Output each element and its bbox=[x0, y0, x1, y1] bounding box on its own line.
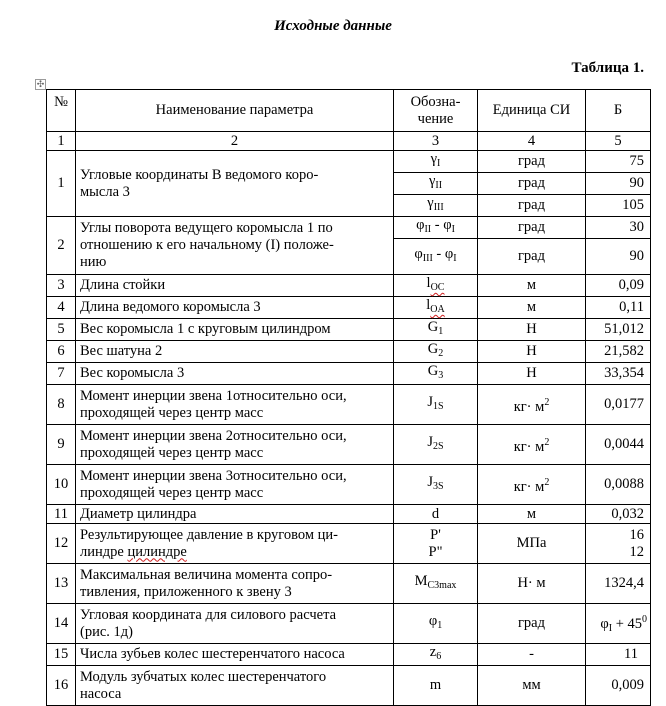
param-symbol: $\varphi_{III} - \varphi_I$ bbox=[394, 239, 478, 275]
table-subrow: $\varphi_{III} - \varphi_I$ град 90 bbox=[47, 239, 651, 275]
table-subrow: $\gamma_{III}$ град 105 bbox=[47, 195, 651, 217]
param-name: Момент инерции звена 3относительно оси, проходящей через центр масс bbox=[76, 465, 394, 505]
param-name: Результирующее давление в круговом ци- линдре цилиндре bbox=[76, 524, 394, 564]
param-name: Длина стойки bbox=[76, 275, 394, 297]
table-subrow: $\gamma_{II}$ град 90 bbox=[47, 173, 651, 195]
document-title: Исходные данные bbox=[274, 18, 392, 34]
param-name: Диаметр цилиндра bbox=[76, 505, 394, 524]
param-name: Момент инерции звена 2относительно оси, проходящей через центр масс bbox=[76, 425, 394, 465]
param-name: Угловая координата для силового расчета (рис. 1д) bbox=[76, 604, 394, 644]
table-row: 7 Вес коромысла 3 $G_3$ Н 33,354 bbox=[47, 363, 651, 385]
param-name: Вес коромысла 1 с круговым цилиндром bbox=[76, 319, 394, 341]
table-caption: Таблица 1. bbox=[571, 60, 644, 76]
param-symbol: $\varphi_{II} - \varphi_I$ bbox=[394, 217, 478, 239]
table-header-row bbox=[47, 90, 651, 132]
header-name: Наименование параметра bbox=[76, 90, 394, 132]
param-symbol: $J_{1S}$ bbox=[394, 385, 478, 425]
table-row: 16 Модуль зубчатых колес шестеренчатого насоса m мм 0,009 bbox=[47, 666, 651, 706]
header-num: № bbox=[47, 90, 76, 132]
table-move-handle-icon[interactable]: ✣ bbox=[36, 79, 45, 89]
param-symbol: m bbox=[394, 666, 478, 706]
header-symbol: Обозна- чение bbox=[394, 90, 478, 132]
column-index-row: 1 2 3 4 5 bbox=[47, 132, 651, 151]
param-symbol: $G_3$ bbox=[394, 363, 478, 385]
param-symbol: $J_{2S}$ bbox=[394, 425, 478, 465]
param-name: Длина ведомого коромысла 3 bbox=[76, 297, 394, 319]
header-value: Б bbox=[586, 90, 651, 132]
table-row: 4 Длина ведомого коромысла 3 $l_{OA}$ м 0,11 bbox=[47, 297, 651, 319]
param-name: Вес шатуна 2 bbox=[76, 341, 394, 363]
table-row: 5 Вес коромысла 1 с круговым цилиндром $G_1$ Н 51,012 bbox=[47, 319, 651, 341]
param-symbol: $\gamma_{III}$ bbox=[394, 195, 478, 217]
param-name: Углы поворота ведущего коромысла 1 по отношению к его начальному (I) положе- нию bbox=[76, 217, 394, 275]
table-row: 2 Углы поворота ведущего коромысла 1 по отношению к его начальному (I) положе- нию $\varphi_{II} - \varphi_I$ град 30 bbox=[47, 217, 651, 239]
param-name: Модуль зубчатых колес шестеренчатого насоса bbox=[76, 666, 394, 706]
table-row: 6 Вес шатуна 2 $G_2$ Н 21,582 bbox=[47, 341, 651, 363]
table-row: 3 Длина стойки $l_{OC}$ м 0,09 bbox=[47, 275, 651, 297]
param-symbol: d bbox=[394, 505, 478, 524]
table-row: 15 Числа зубьев колес шестеренчатого насоса $z_6$ - 11 bbox=[47, 644, 651, 666]
table-row: 11 Диаметр цилиндра d м 0,032 bbox=[47, 505, 651, 524]
param-name: Вес коромысла 3 bbox=[76, 363, 394, 385]
table-row: 1 Угловые координаты В ведомого коро- мысла 3 $\gamma_I$ град 75 bbox=[47, 151, 651, 173]
header-unit: Единица СИ bbox=[478, 90, 586, 132]
param-symbol: $l_{OC}$ bbox=[394, 275, 478, 297]
param-symbol: $\varphi_1$ bbox=[394, 604, 478, 644]
parameters-table bbox=[46, 89, 651, 706]
param-name: Угловые координаты В ведомого коро- мысла 3 bbox=[76, 151, 394, 217]
param-name: Максимальная величина момента сопро- тивления, приложенного к звену 3 bbox=[76, 564, 394, 604]
table-row: 8 Момент инерции звена 1относительно оси, проходящей через центр масс $J_{1S}$ $кг\cdot м^2$ 0,0177 bbox=[47, 385, 651, 425]
param-name: Числа зубьев колес шестеренчатого насоса bbox=[76, 644, 394, 666]
param-symbol: $M_{C3max}$ bbox=[394, 564, 478, 604]
param-symbol: $l_{OA}$ bbox=[394, 297, 478, 319]
param-symbol: $\gamma_{II}$ bbox=[394, 173, 478, 195]
param-symbol: $G_2$ bbox=[394, 341, 478, 363]
param-symbol: $G_1$ bbox=[394, 319, 478, 341]
table-row: 9 Момент инерции звена 2относительно оси, проходящей через центр масс $J_{2S}$ $кг\cdot м^2$ 0,0044 bbox=[47, 425, 651, 465]
table-row: 14 Угловая координата для силового расчета (рис. 1д) $\varphi_1$ град $\varphi_I + 45^0$ bbox=[47, 604, 651, 644]
param-name: Момент инерции звена 1относительно оси, проходящей через центр масс bbox=[76, 385, 394, 425]
table-row: 12 Результирующее давление в круговом ци- линдре цилиндре P' P" МПа 16 12 bbox=[47, 524, 651, 564]
param-symbol: $z_6$ bbox=[394, 644, 478, 666]
param-symbol: $\gamma_I$ bbox=[394, 151, 478, 173]
param-symbol: $J_{3S}$ bbox=[394, 465, 478, 505]
table-row: 13 Максимальная величина момента сопро- тивления, приложенного к звену 3 $M_{C3max}$ Н· м 1324,4 bbox=[47, 564, 651, 604]
param-symbol: P' P" bbox=[394, 524, 478, 564]
table-row: 10 Момент инерции звена 3относительно оси, проходящей через центр масс $J_{3S}$ $кг\cdot м^2$ 0,0088 bbox=[47, 465, 651, 505]
